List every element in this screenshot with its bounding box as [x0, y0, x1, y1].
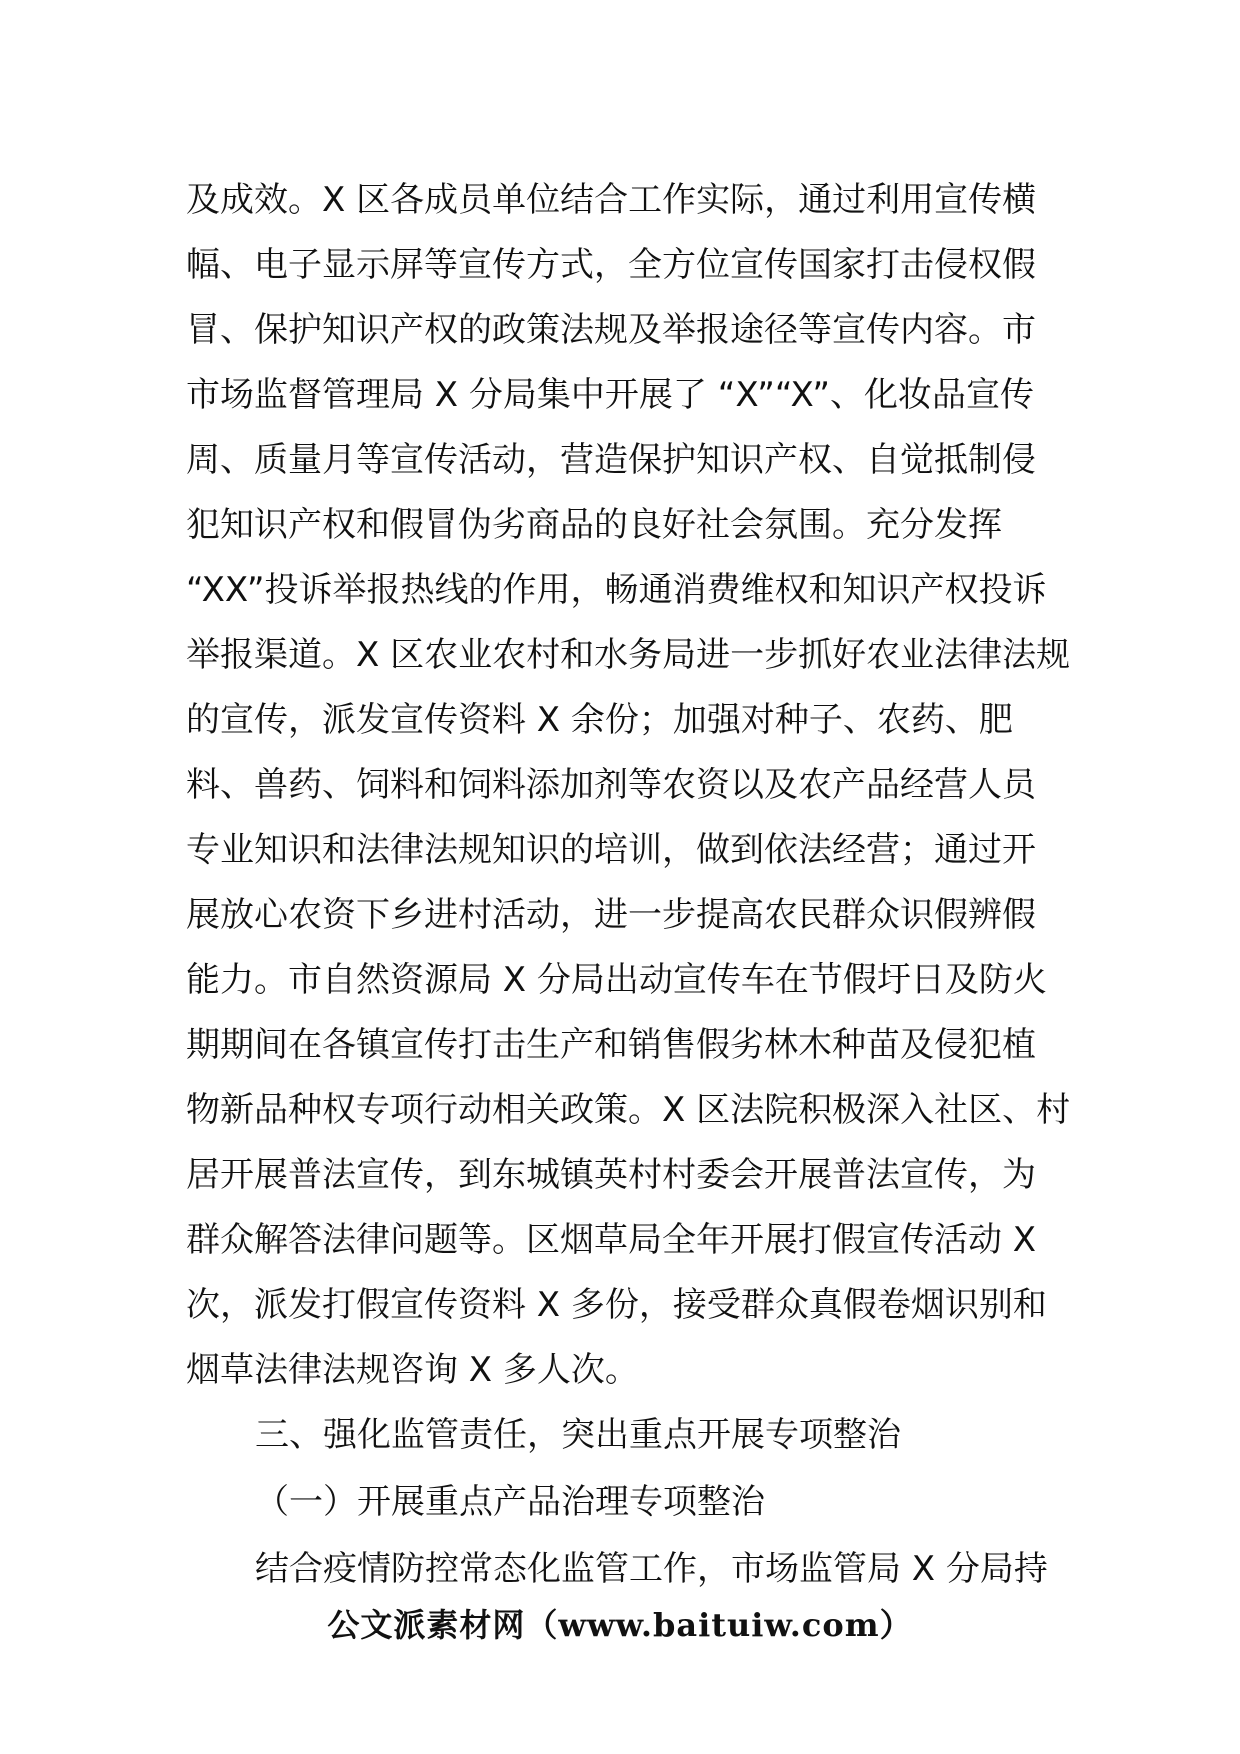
paragraph-line: 的宣传，派发宣传资料 X 余份；加强对种子、农药、肥 [186, 700, 1013, 740]
paragraph-line: 举报渠道。X 区农业农村和水务局进一步抓好农业法律法规 [186, 635, 1071, 675]
body-paragraph [186, 168, 1071, 1403]
paragraph-line: 幅、电子显示屏等宣传方式，全方位宣传国家打击侵权假 [186, 245, 1036, 285]
paragraph-start-line: 结合疫情防控常态化监管工作，市场监管局 X 分局持 [255, 1549, 1048, 1589]
paragraph-line: 居开展普法宣传，到东城镇英村村委会开展普法宣传，为 [186, 1155, 1036, 1195]
paragraph-line: 及成效。X 区各成员单位结合工作实际，通过利用宣传横 [186, 180, 1037, 220]
paragraph-line: 周、质量月等宣传活动，营造保护知识产权、自觉抵制侵 [186, 440, 1036, 480]
paragraph-line: “XX”投诉举报热线的作用，畅通消费维权和知识产权投诉 [186, 570, 1047, 610]
paragraph-line: 能力。市自然资源局 X 分局出动宣传车在节假圩日及防火 [186, 960, 1047, 1000]
paragraph-line: 专业知识和法律法规知识的培训，做到依法经营；通过开 [186, 830, 1036, 870]
subsection-heading: （一）开展重点产品治理专项整治 [255, 1482, 765, 1522]
footer-watermark: 公文派素材网（www.baituiw.com） [327, 1606, 913, 1644]
paragraph-line: 期期间在各镇宣传打击生产和销售假劣林木种苗及侵犯植 [186, 1025, 1036, 1065]
paragraph-line: 群众解答法律问题等。区烟草局全年开展打假宣传活动 X [186, 1220, 1037, 1260]
paragraph-line: 犯知识产权和假冒伪劣商品的良好社会氛围。充分发挥 [186, 505, 1002, 545]
paragraph-line: 物新品种权专项行动相关政策。X 区法院积极深入社区、村 [186, 1090, 1071, 1130]
paragraph-line: 市场监督管理局 X 分局集中开展了 “X”“X”、化妆品宣传 [186, 375, 1035, 415]
paragraph-line: 烟草法律法规咨询 X 多人次。 [186, 1350, 639, 1390]
paragraph-line: 冒、保护知识产权的政策法规及举报途径等宣传内容。市 [186, 310, 1036, 350]
paragraph-line: 次，派发打假宣传资料 X 多份，接受群众真假卷烟识别和 [186, 1285, 1047, 1325]
paragraph-line: 展放心农资下乡进村活动，进一步提高农民群众识假辨假 [186, 895, 1036, 935]
paragraph-line: 料、兽药、饲料和饲料添加剂等农资以及农产品经营人员 [186, 765, 1036, 805]
section-heading: 三、强化监管责任，突出重点开展专项整治 [255, 1415, 901, 1455]
